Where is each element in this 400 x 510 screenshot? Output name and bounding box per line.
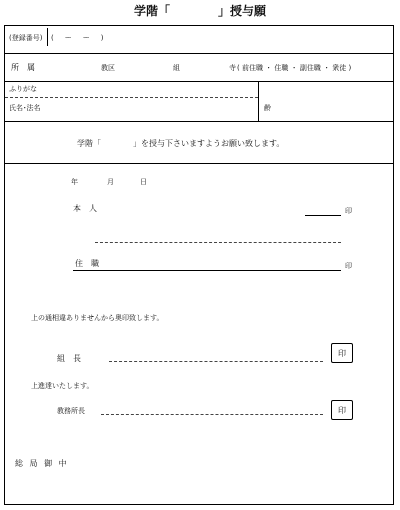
furigana-divider	[5, 97, 258, 98]
row-divider	[5, 81, 393, 82]
addressee: 総 局 御 中	[15, 459, 69, 468]
forward-text: 上進達いたします。	[31, 382, 94, 390]
row-divider	[5, 53, 393, 54]
kumicho-label: 組 長	[57, 354, 81, 363]
applicant-label: 本 人	[73, 204, 97, 213]
attest-text: 上の通相違ありませんから奥印致します。	[31, 314, 164, 322]
date-day: 日	[140, 178, 147, 186]
position-options: ( 前住職 ・ 住職 ・ 副住職 ・ 衆徒 )	[237, 64, 352, 72]
kumicho-seal-box: 印	[331, 343, 353, 363]
temple-label: 寺	[229, 64, 236, 72]
page-title: 学階「 」授与願	[133, 4, 266, 18]
name-label: 氏名･法名	[9, 104, 41, 112]
district-label: 教区	[101, 64, 115, 72]
row-divider	[5, 163, 393, 164]
group-label: 組	[173, 64, 180, 72]
applicant-signature-line	[305, 215, 341, 216]
kumicho-signature-line	[109, 361, 323, 362]
affiliation-label: 所 属	[11, 63, 35, 72]
reg-divider	[47, 28, 48, 46]
kyomu-signature-line	[101, 414, 323, 415]
kyomu-label: 教務所長	[57, 407, 85, 415]
applicant-seal-mark: 印	[345, 207, 352, 215]
reg-number: ( ー ー )	[51, 34, 106, 42]
jushoku-seal-mark: 印	[345, 262, 352, 270]
age-label: 齢	[264, 104, 271, 112]
jushoku-signature-line	[73, 270, 341, 271]
date-month: 月	[107, 178, 114, 186]
date-year: 年	[71, 178, 78, 186]
kyomu-seal-box: 印	[331, 400, 353, 420]
guide-line	[95, 242, 341, 243]
jushoku-label: 住 職	[75, 259, 99, 268]
row-divider	[5, 121, 393, 122]
request-text: 学階「 」を授与下さいますようお願い致します。	[77, 139, 285, 148]
age-divider	[258, 81, 259, 121]
furigana-label: ふりがな	[9, 85, 37, 93]
reg-label: (登録番号)	[9, 34, 43, 42]
application-form	[4, 25, 394, 505]
